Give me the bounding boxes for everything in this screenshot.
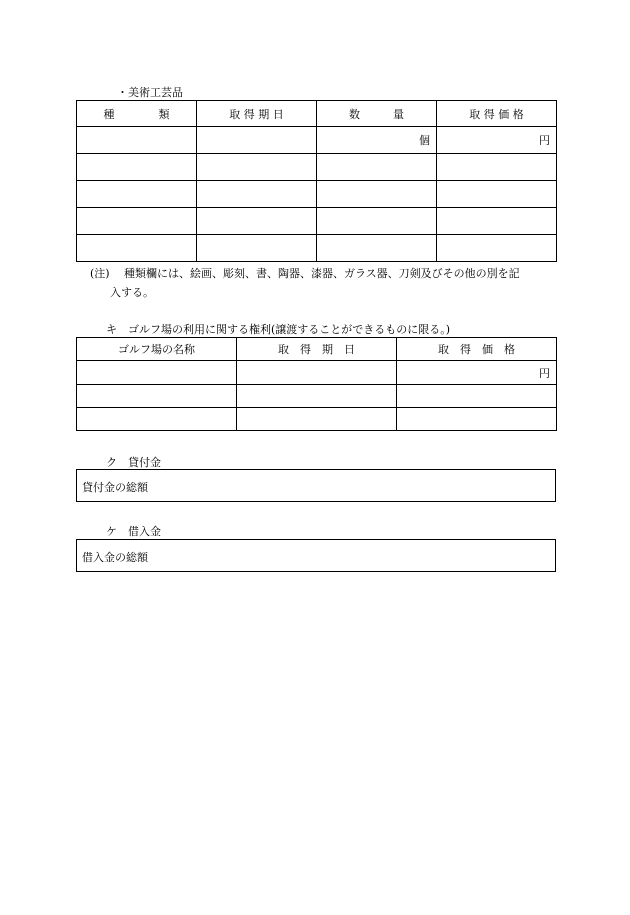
art-cell	[197, 127, 317, 154]
golf-header-name: ゴルフ場の名称	[77, 338, 237, 361]
art-cell	[77, 127, 197, 154]
art-heading: ・美術工芸品	[117, 86, 183, 99]
loan-total-label: 貸付金の総額	[82, 481, 148, 494]
table-row	[77, 181, 557, 208]
table-row	[77, 154, 557, 181]
art-unit-quantity: 個	[317, 127, 437, 154]
table-row	[77, 235, 557, 262]
golf-table	[76, 337, 557, 431]
golf-header-date: 取 得 期 日	[237, 338, 397, 361]
borrow-total-box	[76, 539, 556, 572]
golf-unit-price: 円	[397, 361, 557, 385]
borrow-total-label: 借入金の総額	[82, 551, 148, 564]
table-row	[77, 361, 557, 385]
loan-heading: ク 貸付金	[106, 456, 161, 469]
table-row	[77, 127, 557, 154]
borrow-heading: ケ 借入金	[106, 525, 161, 538]
table-row	[77, 385, 557, 408]
golf-header-price: 取 得 価 格	[397, 338, 557, 361]
art-note-line1: 種類欄には、絵画、彫刻、書、陶器、漆器、ガラス器、刀剣及びその他の別を記	[124, 267, 520, 280]
art-header-price: 取 得 価 格	[437, 101, 557, 127]
golf-cell	[237, 361, 397, 385]
art-table	[76, 100, 557, 262]
golf-heading: キ ゴルフ場の利用に関する権利(譲渡することができるものに限る。)	[106, 323, 451, 336]
table-row	[77, 208, 557, 235]
golf-cell	[77, 361, 237, 385]
art-unit-price: 円	[437, 127, 557, 154]
art-header-type: 種 類	[77, 101, 197, 127]
art-note-line2: 入する。	[110, 286, 154, 299]
loan-total-box	[76, 469, 556, 502]
art-note-label: (注)	[90, 267, 110, 280]
table-row	[77, 408, 557, 431]
art-header-quantity: 数 量	[317, 101, 437, 127]
art-header-date: 取 得 期 日	[197, 101, 317, 127]
